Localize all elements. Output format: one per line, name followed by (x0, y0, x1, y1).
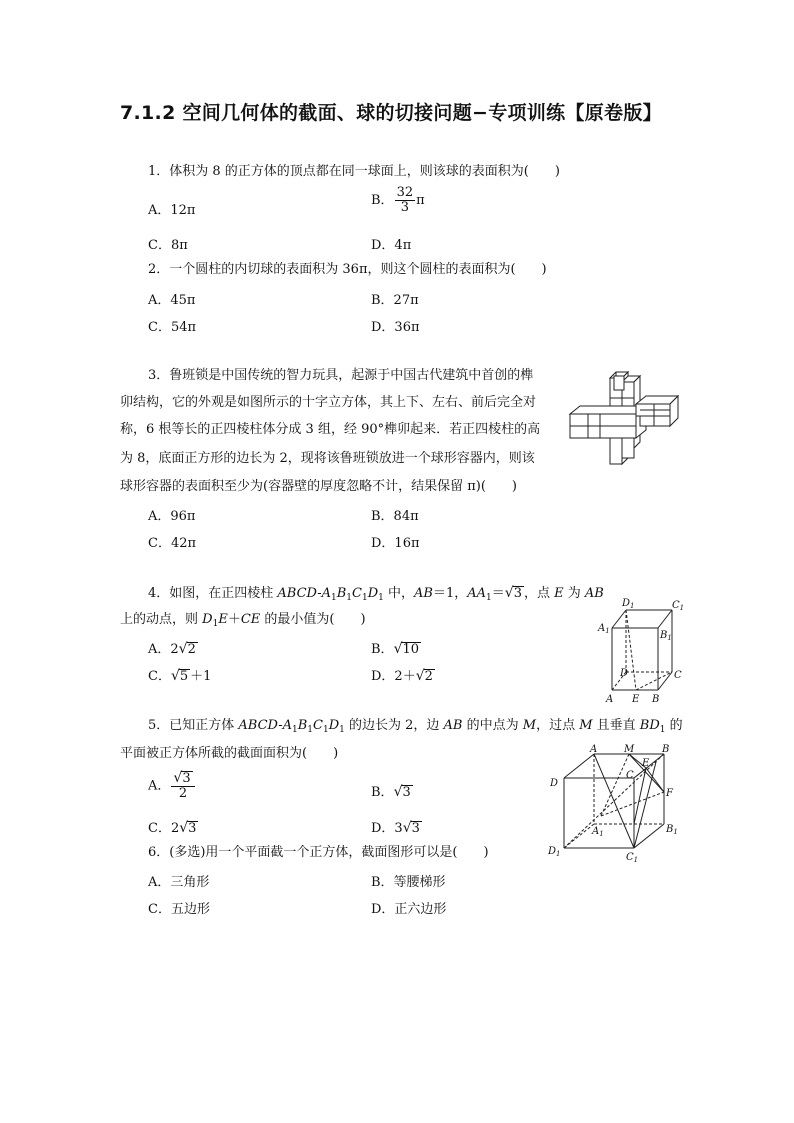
text-run: 的边长为 2，边 (344, 718, 444, 733)
question-1-option-d: D．4π (371, 238, 412, 253)
text-run: A．2 (148, 642, 179, 657)
text-run: 中， (383, 586, 415, 601)
pi-symbol: π (416, 193, 425, 208)
question-3-option-d: D．16π (371, 536, 420, 551)
math-run: CE (240, 612, 261, 627)
radicand: 10 (402, 642, 420, 657)
text-run: ＋ (227, 612, 241, 627)
label-c: C (626, 770, 634, 781)
math-run: AB (443, 718, 463, 733)
text-run: B． (371, 642, 394, 657)
subscript: 1 (307, 725, 314, 735)
label-a: A (606, 694, 614, 705)
question-1-option-c: C．8π (148, 238, 188, 253)
fraction (171, 771, 194, 801)
question-4-option-a (148, 638, 198, 657)
denominator: 2 (178, 786, 188, 801)
text-run: 的最小值为( ) (260, 612, 366, 627)
radicand: 3 (402, 785, 411, 800)
label-b: B (662, 744, 670, 755)
question-3-option-c: C．42π (148, 536, 197, 551)
radical-sign: √ (170, 668, 180, 684)
subscript: 1 (339, 725, 345, 735)
math-run: B (297, 718, 308, 733)
text-run: B． (371, 785, 394, 800)
label-e: E (632, 694, 640, 705)
label-a: A (590, 744, 598, 755)
question-1-stem: 1．体积为 8 的正方体的顶点都在同一球面上，则该球的表面积为( ) (148, 164, 560, 179)
text-run: ，过点 (536, 718, 580, 733)
label-d: D (620, 668, 629, 679)
fraction (395, 186, 416, 215)
subscript: 1 (346, 593, 353, 603)
question-3-line-2: 卯结构，它的外观是如图所示的十字立方体，其上下、左右、前后完全对 (120, 395, 537, 410)
question-4-line-2 (120, 611, 366, 633)
label-d: D (550, 778, 559, 789)
numerator (171, 771, 194, 787)
label-c: C (674, 670, 682, 681)
math-run: E (218, 612, 228, 627)
math-run: D (328, 718, 340, 733)
text-run: ＝1， (432, 586, 468, 601)
label-a1: $A_1$ (598, 623, 610, 635)
subscript: 1 (659, 725, 666, 735)
label-b1: $B_1$ (660, 630, 672, 642)
question-4-option-b (371, 638, 421, 657)
question-2-stem: 2．一个圆柱的内切球的表面积为 36π，则这个圆柱的表面积为( ) (148, 262, 547, 277)
math-run: C (352, 586, 362, 601)
math-run: C (313, 718, 323, 733)
question-2-option-c: C．54π (148, 320, 197, 335)
math-run: D (202, 612, 213, 627)
option-b-prefix: B． (371, 193, 394, 208)
question-5-option-b (371, 781, 413, 800)
radicand: 2 (187, 642, 196, 657)
question-3-line-3: 称，6 根等长的正四棱柱体分成 3 组，经 90°榫卯起来．若正四棱柱的高 (120, 422, 541, 437)
label-b1: $B_1$ (666, 824, 678, 836)
label-d1: $D_1$ (548, 846, 561, 858)
subscript: 1 (378, 593, 384, 603)
radicand: 3 (513, 586, 522, 601)
question-4-line-1 (148, 584, 604, 607)
radicand: 2 (424, 669, 433, 684)
text-run: C． (148, 669, 171, 684)
radical-sign: √ (402, 820, 412, 836)
subscript: 1 (486, 593, 492, 603)
question-1-option-a: A．12π (148, 203, 196, 218)
math-run: AB (584, 586, 604, 601)
question-2-option-d: D．36π (371, 320, 420, 335)
text-run: 的中点为 (462, 718, 523, 733)
math-run: D (367, 586, 379, 601)
radicand: 3 (188, 821, 197, 836)
text-run: C．2 (148, 821, 180, 836)
question-2-option-a: A．45π (148, 293, 196, 308)
radical-sign: √ (179, 820, 189, 836)
subscript: 1 (361, 593, 368, 603)
label-e: E (642, 758, 650, 769)
label-c1: $C_1$ (672, 600, 685, 612)
radical-sign: √ (504, 585, 514, 601)
text-run: ＝ (491, 586, 505, 601)
radical-sign: √ (393, 784, 403, 800)
subscript: 1 (322, 725, 329, 735)
math-run: AB (414, 586, 433, 601)
math-run: ABCD-A (238, 718, 292, 733)
question-2-option-b: B．27π (371, 293, 419, 308)
question-3-option-b: B．84π (371, 509, 419, 524)
radical-sign: √ (178, 641, 188, 657)
question-6-option-d: D．正六边形 (371, 902, 447, 917)
question-3-line-1: 3．鲁班锁是中国传统的智力玩具，起源于中国古代建筑中首创的榫 (148, 368, 534, 383)
label-f: F (666, 788, 673, 799)
label-b: B (652, 694, 660, 705)
radicand: 5 (179, 669, 189, 684)
cube-figure (546, 744, 686, 864)
page-title: 7.1.2 空间几何体的截面、球的切接问题−专项训练【原卷版】 (120, 102, 662, 124)
subscript: 1 (291, 725, 298, 735)
label-d1: $D_1$ (622, 598, 635, 610)
math-run: M (579, 718, 593, 733)
subscript: 1 (212, 619, 219, 629)
question-5-option-d (371, 817, 422, 836)
radical-sign: √ (415, 668, 425, 684)
text-run: 4．如图，在正四棱柱 (148, 586, 278, 601)
question-6-option-c: C．五边形 (148, 902, 210, 917)
question-3-option-a: A．96π (148, 509, 196, 524)
question-5-line-1 (148, 717, 683, 739)
denominator: 3 (400, 200, 409, 215)
question-5-option-c (148, 817, 198, 836)
question-4-option-d (371, 665, 435, 684)
text-run: ＋1 (190, 669, 212, 684)
question-1-option-b (371, 186, 425, 215)
label-c1: $C_1$ (626, 852, 639, 864)
prism-figure (596, 596, 692, 710)
question-4-option-c (148, 665, 211, 684)
luban-lock-figure (566, 368, 682, 468)
text-run: 且垂直 (592, 718, 640, 733)
math-run: ABCD-A (277, 586, 331, 601)
label-a1: $A_1$ (592, 826, 604, 838)
text-run: A． (148, 778, 171, 794)
text-run: 为 (563, 586, 585, 601)
text-run: 5．已知正方体 (148, 718, 239, 733)
text-run: D．2＋ (371, 669, 416, 684)
math-run: B (336, 586, 347, 601)
math-run: AA (467, 586, 487, 601)
text-run: ，点 (523, 586, 555, 601)
text-run: 上的动点，则 (120, 612, 203, 627)
question-3-line-5: 球形容器的表面积至少为(容器壁的厚度忽略不计，结果保留 π)( ) (120, 479, 517, 494)
question-6-stem: 6．(多选)用一个平面截一个正方体，截面图形可以是( ) (148, 845, 489, 860)
question-3-line-4: 为 8，底面正方形的边长为 2，现将该鲁班锁放进一个球形容器内，则该 (120, 451, 535, 466)
question-6-option-b: B．等腰梯形 (371, 875, 446, 890)
math-run: M (522, 718, 537, 733)
math-run: E (554, 586, 564, 601)
text-run: 的 (665, 718, 683, 733)
question-5-option-a (148, 771, 196, 801)
radicand: 3 (182, 771, 191, 786)
question-6-option-a: A．三角形 (148, 875, 210, 890)
radical-sign: √ (173, 770, 183, 786)
label-m: M (624, 744, 635, 755)
radicand: 3 (411, 821, 420, 836)
radical-sign: √ (393, 641, 403, 657)
math-run: BD (639, 718, 660, 733)
subscript: 1 (330, 593, 337, 603)
text-run: D．3 (371, 821, 403, 836)
question-5-line-2: 平面被正方体所截的截面面积为( ) (120, 746, 339, 761)
numerator: 32 (396, 185, 414, 200)
